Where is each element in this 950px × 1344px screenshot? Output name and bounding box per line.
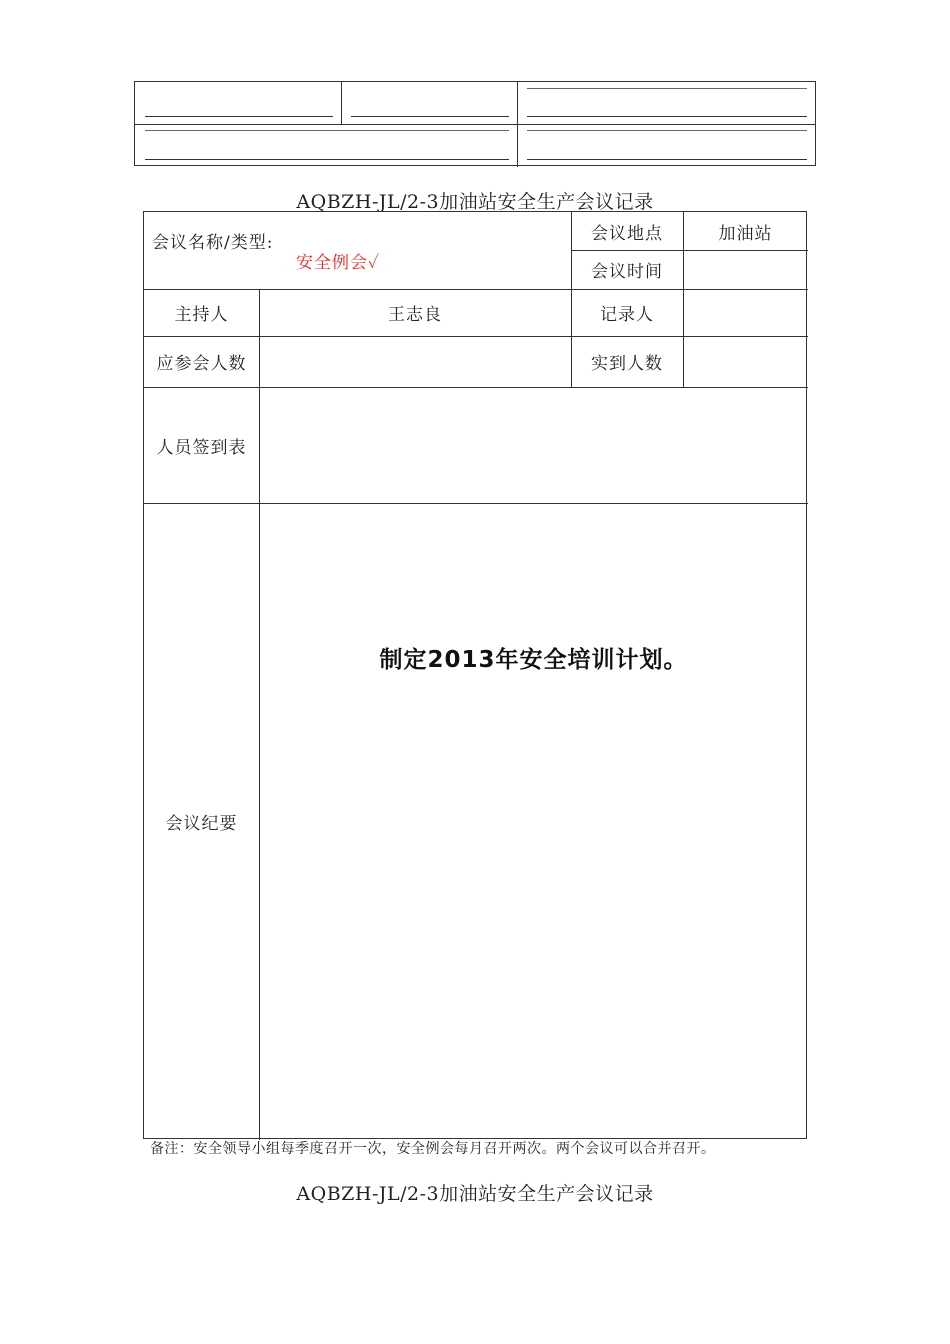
form-title: AQBZH-JL/2-3加油站安全生产会议记录 — [296, 191, 654, 213]
table-row-divider — [135, 124, 815, 125]
meeting-name-label: 会议名称/类型: — [152, 233, 274, 253]
actual-attendees-label: 实到人数 — [591, 354, 663, 374]
location-value: 加油站 — [718, 223, 773, 244]
expected-attendees-label: 应参会人数 — [156, 354, 247, 374]
blank-field-line — [527, 130, 807, 131]
meeting-summary-label: 会议纪要 — [165, 814, 238, 834]
blank-field-line — [351, 116, 509, 117]
blank-field-line — [145, 116, 333, 117]
expected-attendees-value[interactable] — [259, 336, 571, 387]
next-form-title: AQBZH-JL/2-3加油站安全生产会议记录 — [296, 1183, 654, 1205]
time-value[interactable] — [683, 250, 808, 289]
meeting-summary-text[interactable]: 制定2013年安全培训计划。 — [379, 646, 688, 673]
footnote: 备注：安全领导小组每季度召开一次，安全例会每月召开两次。两个会议可以合并召开。 — [150, 1141, 716, 1157]
previous-page-table — [134, 81, 816, 166]
column-divider — [341, 82, 342, 124]
blank-field-line — [145, 159, 509, 160]
time-label: 会议时间 — [591, 262, 663, 282]
recorder-label: 记录人 — [600, 305, 654, 325]
host-value[interactable]: 王志良 — [388, 305, 442, 325]
meeting-record-form — [143, 211, 807, 1139]
blank-field-line — [145, 130, 509, 131]
recorder-value[interactable] — [683, 289, 808, 336]
blank-field-line — [527, 159, 807, 160]
blank-field-line — [527, 116, 807, 117]
blank-field-line — [527, 88, 807, 89]
signin-sheet-area[interactable] — [259, 387, 808, 503]
location-label: 会议地点 — [591, 223, 663, 244]
signin-sheet-label: 人员签到表 — [156, 437, 247, 458]
actual-attendees-value[interactable] — [683, 336, 808, 387]
column-divider — [517, 82, 518, 167]
meeting-type-value: 安全例会✓ — [296, 253, 380, 273]
host-label: 主持人 — [174, 305, 229, 325]
